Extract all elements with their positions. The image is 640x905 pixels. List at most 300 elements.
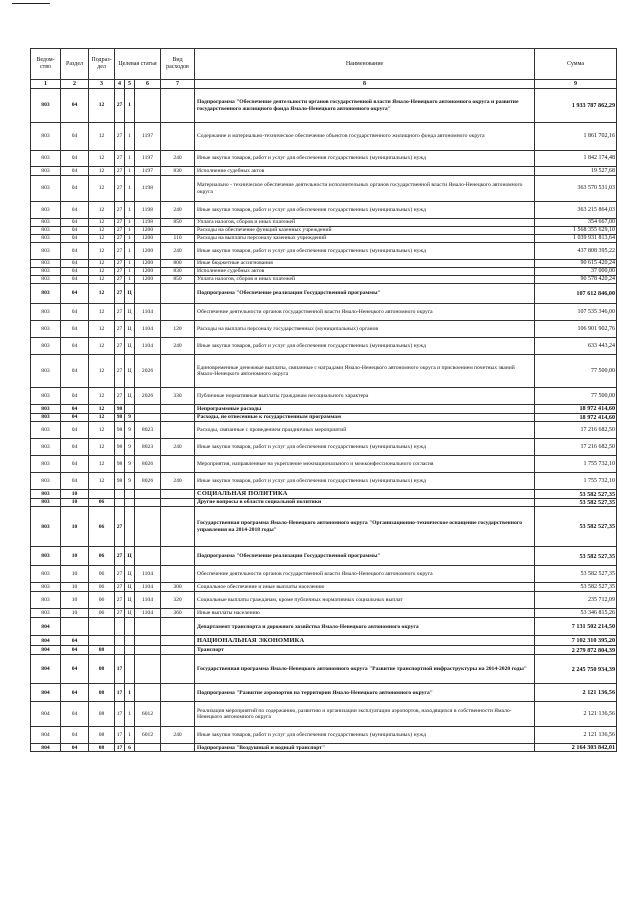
subprogram-cell: 9 xyxy=(125,439,135,456)
column-number: 9 xyxy=(535,80,617,89)
sum-cell: 90 615 420,24 xyxy=(535,260,617,268)
program-cell: 27 xyxy=(115,592,125,609)
vedomstvo-cell: 803 xyxy=(31,566,61,583)
col-header-naimenovanie: Наименование xyxy=(195,49,535,80)
name-cell: Иные закупки товаров, работ и услуг для обеспечения государственных (муниципальных) нужд xyxy=(195,202,535,219)
podrazdel-cell: 12 xyxy=(89,284,115,304)
name-cell: Расходы на выплаты персоналу государственных (муниципальных) органов xyxy=(195,321,535,338)
sum-cell: 53 582 527,35 xyxy=(535,490,617,499)
sum-cell: 2 121 136,56 xyxy=(535,702,617,727)
vid-cell: 240 xyxy=(161,727,195,744)
podrazdel-cell: 12 xyxy=(89,176,115,202)
podrazdel-cell: 08 xyxy=(89,727,115,744)
vedomstvo-cell: 803 xyxy=(31,167,61,176)
sum-cell: 18 972 414,60 xyxy=(535,414,617,422)
sum-cell: 354 667,00 xyxy=(535,219,617,227)
name-cell: Содержание и материально-техническое обеспечение объектов государственного жилищного фонда автономного округа xyxy=(195,123,535,151)
program-cell: 27 xyxy=(115,227,125,235)
vid-cell: 120 xyxy=(161,321,195,338)
program-cell: 17 xyxy=(115,744,125,752)
sum-cell: 1 861 702,16 xyxy=(535,123,617,151)
program-cell: 27 xyxy=(115,609,125,618)
podrazdel-cell: 08 xyxy=(89,702,115,727)
direction-cell: 1200 xyxy=(135,276,161,284)
col-header-vid-raskhodov: Вид расходов xyxy=(161,49,195,80)
table-row xyxy=(31,744,617,752)
subprogram-cell: 9 xyxy=(125,422,135,439)
subprogram-cell: 1 xyxy=(125,202,135,219)
vid-cell: 800 xyxy=(161,260,195,268)
vedomstvo-cell: 803 xyxy=(31,176,61,202)
razdel-cell: 04 xyxy=(61,439,89,456)
sum-cell: 2 279 872 804,39 xyxy=(535,646,617,655)
vedomstvo-cell: 803 xyxy=(31,388,61,405)
subprogram-cell: Ц xyxy=(125,547,135,566)
vedomstvo-cell: 803 xyxy=(31,507,61,547)
sum-cell: 19 527,68 xyxy=(535,167,617,176)
sum-cell: 77 500,00 xyxy=(535,355,617,388)
table-row xyxy=(31,235,617,243)
subprogram-cell: 1 xyxy=(125,260,135,268)
name-cell: Мероприятия, направленные на укрепление межнационального и межконфессионального согласия xyxy=(195,456,535,473)
sum-cell: 7 102 310 395,20 xyxy=(535,636,617,646)
name-cell: Социальные выплаты гражданам, кроме публичных нормативных социальных выплат xyxy=(195,592,535,609)
program-cell: 27 xyxy=(115,89,125,123)
name-cell: Иные закупки товаров, работ и услуг для обеспечения государственных (муниципальных) нужд xyxy=(195,439,535,456)
name-cell: Иные закупки товаров, работ и услуг для обеспечения государственных (муниципальных) нужд xyxy=(195,151,535,167)
name-cell: Материально - техническое обеспечение деятельности исполнительных органов государственной власти Ямало-Ненецкого автономного округа xyxy=(195,176,535,202)
podrazdel-cell: 06 xyxy=(89,499,115,507)
column-number-row xyxy=(31,80,617,89)
vedomstvo-cell: 803 xyxy=(31,405,61,414)
table-row xyxy=(31,321,617,338)
subprogram-cell: Ц xyxy=(125,583,135,592)
razdel-cell xyxy=(61,618,89,636)
razdel-cell: 04 xyxy=(61,219,89,227)
sum-cell: 53 582 527,35 xyxy=(535,583,617,592)
razdel-cell: 04 xyxy=(61,268,89,276)
vedomstvo-cell: 803 xyxy=(31,260,61,268)
vedomstvo-cell: 803 xyxy=(31,439,61,456)
table-row xyxy=(31,243,617,260)
program-cell: 98 xyxy=(115,405,125,414)
podrazdel-cell: 12 xyxy=(89,89,115,123)
vedomstvo-cell: 803 xyxy=(31,499,61,507)
direction-cell: 1104 xyxy=(135,592,161,609)
sum-cell: 17 216 682,50 xyxy=(535,439,617,456)
direction-cell: 1104 xyxy=(135,338,161,355)
direction-cell: 6012 xyxy=(135,702,161,727)
vedomstvo-cell: 803 xyxy=(31,583,61,592)
podrazdel-cell: 12 xyxy=(89,405,115,414)
subprogram-cell xyxy=(125,499,135,507)
razdel-cell: 04 xyxy=(61,276,89,284)
subprogram-cell: 1 xyxy=(125,268,135,276)
podrazdel-cell xyxy=(89,636,115,646)
table-row xyxy=(31,473,617,490)
subprogram-cell: Ц xyxy=(125,566,135,583)
vid-cell xyxy=(161,499,195,507)
vid-cell: 330 xyxy=(161,388,195,405)
table-row xyxy=(31,355,617,388)
sum-cell: 53 582 527,35 xyxy=(535,566,617,583)
subprogram-cell: 1 xyxy=(125,684,135,702)
name-cell: Расходы на обеспечение функций казенных учреждений xyxy=(195,227,535,235)
direction-cell: 1200 xyxy=(135,227,161,235)
program-cell: 27 xyxy=(115,219,125,227)
vid-cell: 240 xyxy=(161,473,195,490)
program-cell xyxy=(115,646,125,655)
name-cell: Транспорт xyxy=(195,646,535,655)
subprogram-cell: 1 xyxy=(125,176,135,202)
sum-cell: 2 121 136,56 xyxy=(535,727,617,744)
razdel-cell: 04 xyxy=(61,304,89,321)
podrazdel-cell: 08 xyxy=(89,655,115,684)
name-cell: Иные закупки товаров, работ и услуг для обеспечения государственных (муниципальных) нужд xyxy=(195,473,535,490)
table-row xyxy=(31,151,617,167)
vid-cell xyxy=(161,507,195,547)
table-row xyxy=(31,414,617,422)
vid-cell: 240 xyxy=(161,243,195,260)
vedomstvo-cell: 803 xyxy=(31,422,61,439)
sum-cell: 77 500,00 xyxy=(535,388,617,405)
subprogram-cell: 1 xyxy=(125,276,135,284)
vid-cell xyxy=(161,176,195,202)
column-number: 8 xyxy=(195,80,535,89)
direction-cell xyxy=(135,405,161,414)
razdel-cell: 10 xyxy=(61,490,89,499)
program-cell xyxy=(115,490,125,499)
razdel-cell: 10 xyxy=(61,592,89,609)
name-cell: Подпрограмма "Обеспечение реализации Государственной программы" xyxy=(195,284,535,304)
name-cell: Департамент транспорта и дорожного хозяйства Ямало-Ненецкого автономного округа xyxy=(195,618,535,636)
program-cell xyxy=(115,499,125,507)
name-cell: Подпрограмма "Обеспечение деятельности органов государственной власти Ямало-Ненецкого автономного округа и развитие государственного жилищного фонда Ямало-Ненецкого автономного округа" xyxy=(195,89,535,123)
vid-cell xyxy=(161,646,195,655)
sum-cell: 106 901 902,76 xyxy=(535,321,617,338)
subprogram-cell: Ц xyxy=(125,388,135,405)
table-row xyxy=(31,566,617,583)
direction-cell xyxy=(135,499,161,507)
vedomstvo-cell: 803 xyxy=(31,89,61,123)
table-row xyxy=(31,684,617,702)
podrazdel-cell: 12 xyxy=(89,227,115,235)
vedomstvo-cell: 803 xyxy=(31,123,61,151)
table-row xyxy=(31,167,617,176)
budget-table xyxy=(30,48,617,752)
direction-cell: 1197 xyxy=(135,123,161,151)
subprogram-cell: 1 xyxy=(125,227,135,235)
direction-cell: 2026 xyxy=(135,388,161,405)
vid-cell xyxy=(161,490,195,499)
table-row xyxy=(31,507,617,547)
sum-cell: 17 216 682,50 xyxy=(535,422,617,439)
sum-cell: 107 612 846,00 xyxy=(535,284,617,304)
vid-cell xyxy=(161,547,195,566)
program-cell xyxy=(115,618,125,636)
razdel-cell: 04 xyxy=(61,260,89,268)
razdel-cell: 04 xyxy=(61,123,89,151)
sum-cell: 37 000,00 xyxy=(535,268,617,276)
program-cell: 27 xyxy=(115,321,125,338)
sum-cell: 1 755 732,10 xyxy=(535,473,617,490)
table-row xyxy=(31,499,617,507)
program-cell: 27 xyxy=(115,388,125,405)
podrazdel-cell: 12 xyxy=(89,268,115,276)
razdel-cell: 04 xyxy=(61,422,89,439)
sum-cell: 437 808 395,22 xyxy=(535,243,617,260)
podrazdel-cell: 12 xyxy=(89,260,115,268)
name-cell: Уплата налогов, сборов и иных платежей xyxy=(195,219,535,227)
table-row xyxy=(31,388,617,405)
name-cell: Государственная программа Ямало-Ненецкого автономного округа "Организационно-техническое оснащение государственного управления на 2014-2018 годы" xyxy=(195,507,535,547)
table-row xyxy=(31,276,617,284)
razdel-cell: 04 xyxy=(61,684,89,702)
sum-cell: 90 578 420,24 xyxy=(535,276,617,284)
podrazdel-cell: 06 xyxy=(89,547,115,566)
podrazdel-cell: 12 xyxy=(89,473,115,490)
podrazdel-cell: 06 xyxy=(89,592,115,609)
subprogram-cell xyxy=(125,646,135,655)
razdel-cell: 04 xyxy=(61,284,89,304)
razdel-cell: 04 xyxy=(61,388,89,405)
column-number: 7 xyxy=(161,80,195,89)
program-cell: 27 xyxy=(115,566,125,583)
razdel-cell: 04 xyxy=(61,727,89,744)
razdel-cell: 04 xyxy=(61,227,89,235)
direction-cell: 2026 xyxy=(135,355,161,388)
table-row xyxy=(31,176,617,202)
sum-cell: 1 933 787 862,29 xyxy=(535,89,617,123)
program-cell: 17 xyxy=(115,684,125,702)
podrazdel-cell: 08 xyxy=(89,684,115,702)
razdel-cell: 10 xyxy=(61,583,89,592)
direction-cell: 1197 xyxy=(135,151,161,167)
name-cell: Реализация мероприятий по содержанию, развитию и организации эксплуатации аэропортов, находящихся в собственности Ямало-Ненецкого автономного округа xyxy=(195,702,535,727)
column-number: 5 xyxy=(125,80,135,89)
name-cell: Иные закупки товаров, работ и услуг для обеспечения государственных (муниципальных) нужд xyxy=(195,727,535,744)
direction-cell xyxy=(135,547,161,566)
direction-cell xyxy=(135,646,161,655)
podrazdel-cell xyxy=(89,490,115,499)
sum-cell: 1 568 355 629,10 xyxy=(535,227,617,235)
sum-cell: 363 570 531,03 xyxy=(535,176,617,202)
name-cell: Единовременные денежные выплаты, связанные с наградами Ямало-Ненецкого автономного округа и присвоением почетных званий Ямало-Ненецкого автономного округа xyxy=(195,355,535,388)
vedomstvo-cell: 803 xyxy=(31,219,61,227)
name-cell: Уплата налогов, сборов и иных платежей xyxy=(195,276,535,284)
name-cell: Иные бюджетные ассигнования xyxy=(195,260,535,268)
table-row xyxy=(31,618,617,636)
col-header-podrazdel: Подраз-дел xyxy=(89,49,115,80)
name-cell: Расходы, не отнесенные к государственным программам xyxy=(195,414,535,422)
vid-cell: 110 xyxy=(161,235,195,243)
vedomstvo-cell: 804 xyxy=(31,618,61,636)
table-row xyxy=(31,227,617,235)
podrazdel-cell xyxy=(89,618,115,636)
subprogram-cell xyxy=(125,618,135,636)
podrazdel-cell: 12 xyxy=(89,355,115,388)
vid-cell xyxy=(161,304,195,321)
direction-cell xyxy=(135,636,161,646)
name-cell: Иные закупки товаров, работ и услуг для обеспечения государственных (муниципальных) нужд xyxy=(195,338,535,355)
table-row xyxy=(31,338,617,355)
table-row xyxy=(31,727,617,744)
vedomstvo-cell: 804 xyxy=(31,744,61,752)
podrazdel-cell: 08 xyxy=(89,646,115,655)
table-row xyxy=(31,202,617,219)
podrazdel-cell: 12 xyxy=(89,414,115,422)
column-number: 1 xyxy=(31,80,61,89)
program-cell: 27 xyxy=(115,355,125,388)
podrazdel-cell: 12 xyxy=(89,276,115,284)
subprogram-cell: Ц xyxy=(125,592,135,609)
razdel-cell: 04 xyxy=(61,235,89,243)
subprogram-cell: Ц xyxy=(125,355,135,388)
col-header-summa: Сумма xyxy=(535,49,617,80)
subprogram-cell: 1 xyxy=(125,219,135,227)
name-cell: СОЦИАЛЬНАЯ ПОЛИТИКА xyxy=(195,490,535,499)
razdel-cell: 04 xyxy=(61,744,89,752)
sum-cell: 53 582 527,35 xyxy=(535,547,617,566)
sum-cell: 2 164 303 842,01 xyxy=(535,744,617,752)
subprogram-cell: 1 xyxy=(125,243,135,260)
vid-cell xyxy=(161,355,195,388)
vid-cell: 320 xyxy=(161,592,195,609)
vedomstvo-cell: 804 xyxy=(31,636,61,646)
column-number: 6 xyxy=(135,80,161,89)
table-row xyxy=(31,636,617,646)
table-row xyxy=(31,655,617,684)
subprogram-cell xyxy=(125,507,135,547)
razdel-cell: 10 xyxy=(61,507,89,547)
podrazdel-cell: 12 xyxy=(89,123,115,151)
direction-cell: 1104 xyxy=(135,566,161,583)
podrazdel-cell: 12 xyxy=(89,422,115,439)
table-row xyxy=(31,490,617,499)
name-cell: НАЦИОНАЛЬНАЯ ЭКОНОМИКА xyxy=(195,636,535,646)
subprogram-cell: 1 xyxy=(125,89,135,123)
program-cell: 27 xyxy=(115,284,125,304)
table-row xyxy=(31,547,617,566)
subprogram-cell: 1 xyxy=(125,167,135,176)
subprogram-cell: 1 xyxy=(125,235,135,243)
razdel-cell: 04 xyxy=(61,243,89,260)
podrazdel-cell: 06 xyxy=(89,609,115,618)
top-rule xyxy=(12,3,50,4)
subprogram-cell xyxy=(125,655,135,684)
vedomstvo-cell: 803 xyxy=(31,473,61,490)
sum-cell: 7 131 502 214,50 xyxy=(535,618,617,636)
sum-cell: 1 842 174,48 xyxy=(535,151,617,167)
podrazdel-cell: 12 xyxy=(89,243,115,260)
vedomstvo-cell: 804 xyxy=(31,684,61,702)
razdel-cell: 04 xyxy=(61,702,89,727)
razdel-cell: 04 xyxy=(61,202,89,219)
direction-cell: 1197 xyxy=(135,167,161,176)
table-row xyxy=(31,219,617,227)
sum-cell: 107 535 346,00 xyxy=(535,304,617,321)
program-cell: 27 xyxy=(115,507,125,547)
name-cell: Подпрограмма "Воздушный и водный транспорт" xyxy=(195,744,535,752)
razdel-cell: 04 xyxy=(61,456,89,473)
program-cell: 27 xyxy=(115,167,125,176)
vedomstvo-cell: 803 xyxy=(31,355,61,388)
direction-cell: 1200 xyxy=(135,243,161,260)
sum-cell: 633 443,24 xyxy=(535,338,617,355)
vid-cell: 360 xyxy=(161,609,195,618)
sum-cell: 53 582 527,35 xyxy=(535,507,617,547)
direction-cell xyxy=(135,89,161,123)
razdel-cell: 10 xyxy=(61,566,89,583)
vedomstvo-cell: 803 xyxy=(31,151,61,167)
program-cell: 27 xyxy=(115,202,125,219)
razdel-cell: 04 xyxy=(61,176,89,202)
vedomstvo-cell: 803 xyxy=(31,284,61,304)
direction-cell xyxy=(135,284,161,304)
podrazdel-cell: 06 xyxy=(89,566,115,583)
vid-cell: 850 xyxy=(161,276,195,284)
podrazdel-cell: 08 xyxy=(89,744,115,752)
name-cell: Непрограммные расходы xyxy=(195,405,535,414)
vid-cell xyxy=(161,284,195,304)
vid-cell xyxy=(161,422,195,439)
razdel-cell: 04 xyxy=(61,355,89,388)
program-cell: 27 xyxy=(115,123,125,151)
podrazdel-cell: 12 xyxy=(89,321,115,338)
razdel-cell: 04 xyxy=(61,321,89,338)
vid-cell xyxy=(161,123,195,151)
table-row xyxy=(31,268,617,276)
vedomstvo-cell: 803 xyxy=(31,456,61,473)
program-cell: 27 xyxy=(115,260,125,268)
table-row xyxy=(31,89,617,123)
razdel-cell: 10 xyxy=(61,547,89,566)
podrazdel-cell: 12 xyxy=(89,151,115,167)
vedomstvo-cell: 803 xyxy=(31,304,61,321)
sum-cell: 1 039 931 813,64 xyxy=(535,235,617,243)
vid-cell: 240 xyxy=(161,151,195,167)
vid-cell xyxy=(161,684,195,702)
subprogram-cell: 9 xyxy=(125,473,135,490)
subprogram-cell: 1 xyxy=(125,151,135,167)
vid-cell: 830 xyxy=(161,268,195,276)
name-cell: Социальное обеспечение и иные выплаты населению xyxy=(195,583,535,592)
name-cell: Расходы на выплаты персоналу казенных учреждений xyxy=(195,235,535,243)
program-cell: 27 xyxy=(115,547,125,566)
col-header-razdel: Раздел xyxy=(61,49,89,80)
direction-cell: 1200 xyxy=(135,235,161,243)
vid-cell xyxy=(161,618,195,636)
program-cell: 27 xyxy=(115,235,125,243)
sum-cell: 53 346 815,26 xyxy=(535,609,617,618)
vid-cell: 300 xyxy=(161,583,195,592)
program-cell: 27 xyxy=(115,268,125,276)
direction-cell: 1104 xyxy=(135,304,161,321)
table-row xyxy=(31,123,617,151)
col-header-vedomstvo: Ведом-ство xyxy=(31,49,61,80)
subprogram-cell: Ц xyxy=(125,284,135,304)
program-cell: 27 xyxy=(115,176,125,202)
table-row xyxy=(31,422,617,439)
vid-cell xyxy=(161,414,195,422)
podrazdel-cell: 12 xyxy=(89,304,115,321)
table-row xyxy=(31,456,617,473)
subprogram-cell xyxy=(125,490,135,499)
direction-cell xyxy=(135,618,161,636)
col-header-celevaya-statya: Целевая статья xyxy=(115,49,161,80)
razdel-cell: 04 xyxy=(61,414,89,422)
podrazdel-cell: 12 xyxy=(89,456,115,473)
